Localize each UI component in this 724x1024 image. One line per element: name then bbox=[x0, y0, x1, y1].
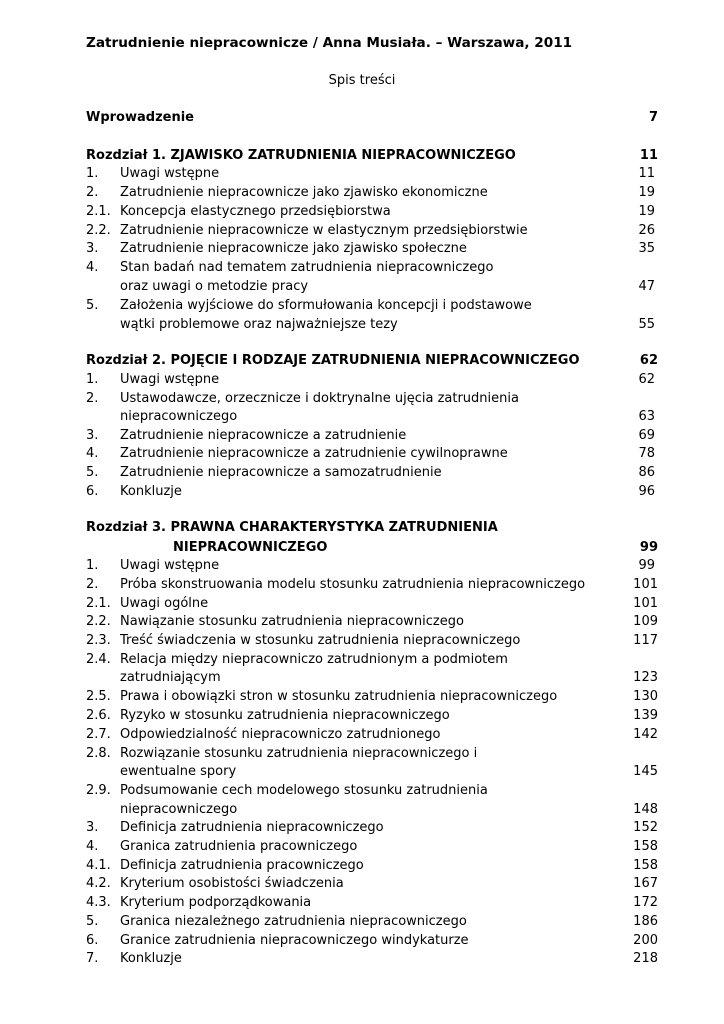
toc-entry bbox=[86, 370, 658, 389]
toc-entry-page: 26 bbox=[638, 223, 655, 238]
toc-entry-title: Nawiązanie stosunku zatrudnienia niepracowniczego bbox=[120, 614, 464, 629]
toc-entry bbox=[86, 463, 658, 482]
toc-entry-number: 4.1. bbox=[86, 858, 111, 873]
toc-entry-number: 5. bbox=[86, 465, 99, 480]
toc-entry-page: 101 bbox=[633, 577, 658, 592]
toc-entry bbox=[86, 556, 658, 575]
toc-chapter-entry bbox=[86, 538, 658, 557]
toc-entry-title: Zatrudnienie niepracownicze a zatrudnienie cywilnoprawne bbox=[120, 446, 508, 461]
toc-entry-page: 62 bbox=[638, 372, 655, 387]
toc-entry-page: 47 bbox=[638, 279, 655, 294]
toc-entry-title: Uwagi wstępne bbox=[120, 166, 220, 181]
toc-entry-title: Zatrudnienie niepracownicze jako zjawisko społeczne bbox=[120, 241, 467, 256]
toc-entry-page: 11 bbox=[638, 166, 655, 181]
toc-entry bbox=[86, 202, 658, 221]
toc-entry-title: Odpowiedzialność niepracowniczo zatrudnionego bbox=[120, 727, 441, 742]
toc-entry-title: Uwagi wstępne bbox=[120, 372, 220, 387]
toc-entry-page: 218 bbox=[633, 951, 658, 966]
toc-entry-page: 145 bbox=[633, 764, 658, 779]
toc-entry-page: 109 bbox=[633, 614, 658, 629]
toc-entry bbox=[86, 407, 658, 426]
toc-entry-title: niepracowniczego bbox=[120, 409, 238, 424]
toc-entry-title: Ryzyko w stosunku zatrudnienia niepracowniczego bbox=[120, 708, 450, 723]
toc-entry-number: 7. bbox=[86, 951, 99, 966]
toc-entry bbox=[86, 631, 658, 650]
toc-entry-page: 19 bbox=[638, 185, 655, 200]
toc-entry-title: ewentualne spory bbox=[120, 764, 237, 779]
toc-entry-number: 4. bbox=[86, 260, 99, 275]
toc-entry-title: wątki problemowe oraz najważniejsze tezy bbox=[120, 317, 398, 332]
toc-entry-number: 2.9. bbox=[86, 783, 111, 798]
toc-entry-number: 3. bbox=[86, 241, 99, 256]
toc-entry-title: Próba skonstruowania modelu stosunku zatrudnienia niepracowniczego bbox=[120, 577, 586, 592]
toc-entry bbox=[86, 725, 658, 744]
toc-entry-title: Relacja między niepracowniczo zatrudnionym a podmiotem bbox=[120, 652, 508, 667]
toc-entry-page: 148 bbox=[633, 802, 658, 817]
toc-entry-title: Prawa i obowiązki stron w stosunku zatrudnienia niepracowniczego bbox=[120, 689, 558, 704]
toc-entry-number: 4. bbox=[86, 839, 99, 854]
toc-entry-page: 63 bbox=[638, 409, 655, 424]
toc-entry bbox=[86, 893, 658, 912]
toc-entry bbox=[86, 650, 658, 669]
toc-entry bbox=[86, 706, 658, 725]
toc-entry-title: Zatrudnienie niepracownicze a zatrudnienie bbox=[120, 428, 407, 443]
toc-heading: Spis treści bbox=[328, 73, 396, 88]
toc-entry bbox=[86, 594, 658, 613]
toc-entry-title: Podsumowanie cech modelowego stosunku zatrudnienia bbox=[120, 783, 488, 798]
toc-entry-title: oraz uwagi o metodzie pracy bbox=[120, 279, 309, 294]
toc-entry-page: 35 bbox=[638, 241, 655, 256]
toc-entry-number: 1. bbox=[86, 166, 99, 181]
toc-chapter-entry bbox=[86, 518, 658, 537]
toc-entry-title: Rozdział 3. PRAWNA CHARAKTERYSTYKA ZATRUDNIENIA bbox=[86, 520, 498, 535]
toc-entry bbox=[86, 874, 658, 893]
toc-entry-title: Granica zatrudnienia pracowniczego bbox=[120, 839, 358, 854]
toc-entry-page: 158 bbox=[633, 858, 658, 873]
toc-entry-number: 2.1. bbox=[86, 204, 111, 219]
toc-entry-number: 6. bbox=[86, 933, 99, 948]
toc-entry-title: Zatrudnienie niepracownicze w elastycznym przedsiębiorstwie bbox=[120, 223, 528, 238]
toc-entry-page: 69 bbox=[638, 428, 655, 443]
toc-entry-number: 2.6. bbox=[86, 708, 111, 723]
toc-entry-title: Koncepcja elastycznego przedsiębiorstwa bbox=[120, 204, 391, 219]
toc-entry bbox=[86, 575, 658, 594]
toc-entry-page: 55 bbox=[638, 317, 655, 332]
toc-entry-title: Treść świadczenia w stosunku zatrudnienia niepracowniczego bbox=[120, 633, 521, 648]
toc-entry-number: 2. bbox=[86, 391, 99, 406]
toc-entry bbox=[86, 389, 658, 408]
toc-entry-title: Rozdział 2. POJĘCIE I RODZAJE ZATRUDNIENIA NIEPRACOWNICZEGO bbox=[86, 353, 580, 368]
document-title: Zatrudnienie niepracownicze / Anna Musiała. – Warszawa, 2011 bbox=[86, 35, 573, 51]
toc-chapter-entry bbox=[86, 146, 658, 165]
toc-entry bbox=[86, 426, 658, 445]
toc-entry bbox=[86, 183, 658, 202]
toc-entry-number: 2.5. bbox=[86, 689, 111, 704]
toc-entry-page: 101 bbox=[633, 596, 658, 611]
toc-entry bbox=[86, 856, 658, 875]
toc-entry bbox=[86, 668, 658, 687]
toc-entry-number: 3. bbox=[86, 820, 99, 835]
toc-entry-title: Rozdział 1. ZJAWISKO ZATRUDNIENIA NIEPRACOWNICZEGO bbox=[86, 148, 516, 163]
toc-entry-number: 2.3. bbox=[86, 633, 111, 648]
toc-entry-number: 4.3. bbox=[86, 895, 111, 910]
toc-entry-title: Konkluzje bbox=[120, 484, 182, 499]
toc-entry bbox=[86, 818, 658, 837]
toc-entry-title: zatrudniającym bbox=[120, 670, 221, 685]
toc-entry bbox=[86, 687, 658, 706]
toc-entry-page: 186 bbox=[633, 914, 658, 929]
toc-chapter-entry bbox=[86, 108, 658, 127]
toc-entry-page: 78 bbox=[638, 446, 655, 461]
toc-entry-page: 99 bbox=[639, 540, 658, 555]
toc-entry-title: Definicja zatrudnienia niepracowniczego bbox=[120, 820, 384, 835]
toc-entry-number: 5. bbox=[86, 914, 99, 929]
toc-entry bbox=[86, 931, 658, 950]
toc-entry-title: Stan badań nad tematem zatrudnienia niepracowniczego bbox=[120, 260, 494, 275]
toc-entry bbox=[86, 239, 658, 258]
toc-entry-number: 1. bbox=[86, 372, 99, 387]
toc-entry-number: 3. bbox=[86, 428, 99, 443]
toc-entry bbox=[86, 837, 658, 856]
toc-entry-page: 123 bbox=[633, 670, 658, 685]
toc-entry-number: 2.4. bbox=[86, 652, 111, 667]
toc-entry bbox=[86, 949, 658, 968]
toc-entry-page: 152 bbox=[633, 820, 658, 835]
toc-entry-title: Zatrudnienie niepracownicze a samozatrudnienie bbox=[120, 465, 442, 480]
toc-entry-number: 4.2. bbox=[86, 876, 111, 891]
toc-entry-title: Rozwiązanie stosunku zatrudnienia niepracowniczego i bbox=[120, 746, 478, 761]
toc-entry-number: 2.2. bbox=[86, 223, 111, 238]
toc-entry-title: Granice zatrudnienia niepracowniczego windykaturze bbox=[120, 933, 469, 948]
toc-entry-page: 62 bbox=[639, 353, 658, 368]
toc-entry-number: 2.8. bbox=[86, 746, 111, 761]
toc-entry bbox=[86, 296, 658, 315]
toc-entry-title: NIEPRACOWNICZEGO bbox=[173, 540, 328, 555]
toc-entry-page: 117 bbox=[633, 633, 658, 648]
toc-chapter-entry bbox=[86, 351, 658, 370]
toc-entry-page: 130 bbox=[633, 689, 658, 704]
toc-entry-number: 1. bbox=[86, 558, 99, 573]
toc-entry-number: 2.1. bbox=[86, 596, 111, 611]
toc-entry bbox=[86, 277, 658, 296]
toc-entry-title: Założenia wyjściowe do sformułowania koncepcji i podstawowe bbox=[120, 298, 532, 313]
toc-entry-number: 5. bbox=[86, 298, 99, 313]
toc-entry-number: 2. bbox=[86, 185, 99, 200]
toc-entry bbox=[86, 612, 658, 631]
toc-entry bbox=[86, 315, 658, 334]
toc-entry bbox=[86, 444, 658, 463]
toc-entry-page: 167 bbox=[633, 876, 658, 891]
toc-entry-page: 200 bbox=[633, 933, 658, 948]
toc-entry-title: Granica niezależnego zatrudnienia niepracowniczego bbox=[120, 914, 467, 929]
toc-entry-number: 2.2. bbox=[86, 614, 111, 629]
toc-entry-page: 11 bbox=[639, 148, 658, 163]
toc-entry-title: Uwagi wstępne bbox=[120, 558, 220, 573]
toc-entry-page: 19 bbox=[638, 204, 655, 219]
toc-entry-number: 2. bbox=[86, 577, 99, 592]
toc-entry-title: Zatrudnienie niepracownicze jako zjawisko ekonomiczne bbox=[120, 185, 488, 200]
toc-entry bbox=[86, 781, 658, 800]
toc-entry-number: 2.7. bbox=[86, 727, 111, 742]
toc-entry bbox=[86, 762, 658, 781]
toc-entry bbox=[86, 912, 658, 931]
toc-entry-title: Kryterium osobistości świadczenia bbox=[120, 876, 344, 891]
toc-entry-title: Uwagi ogólne bbox=[120, 596, 209, 611]
toc-entry-title: Konkluzje bbox=[120, 951, 182, 966]
toc-entry bbox=[86, 482, 658, 501]
toc-entry-number: 4. bbox=[86, 446, 99, 461]
toc-entry-page: 86 bbox=[638, 465, 655, 480]
toc-entry-page: 142 bbox=[633, 727, 658, 742]
toc-entry-title: Kryterium podporządkowania bbox=[120, 895, 312, 910]
toc-entry bbox=[86, 744, 658, 763]
toc-entry bbox=[86, 258, 658, 277]
toc-entry-title: Definicja zatrudnienia pracowniczego bbox=[120, 858, 364, 873]
toc-entry-page: 96 bbox=[638, 484, 655, 499]
toc-entry-title: Wprowadzenie bbox=[86, 110, 194, 125]
toc-entry-page: 139 bbox=[633, 708, 658, 723]
toc-entry-title: Ustawodawcze, orzecznicze i doktrynalne ujęcia zatrudnienia bbox=[120, 391, 519, 406]
toc-entry-page: 172 bbox=[633, 895, 658, 910]
toc-entry-number: 6. bbox=[86, 484, 99, 499]
toc-entry-page: 99 bbox=[638, 558, 655, 573]
toc-entry-page: 158 bbox=[633, 839, 658, 854]
toc-entry-page: 7 bbox=[648, 110, 658, 125]
toc-entry bbox=[86, 800, 658, 819]
toc-entry bbox=[86, 221, 658, 240]
toc-entry bbox=[86, 164, 658, 183]
toc-entry-title: niepracowniczego bbox=[120, 802, 238, 817]
